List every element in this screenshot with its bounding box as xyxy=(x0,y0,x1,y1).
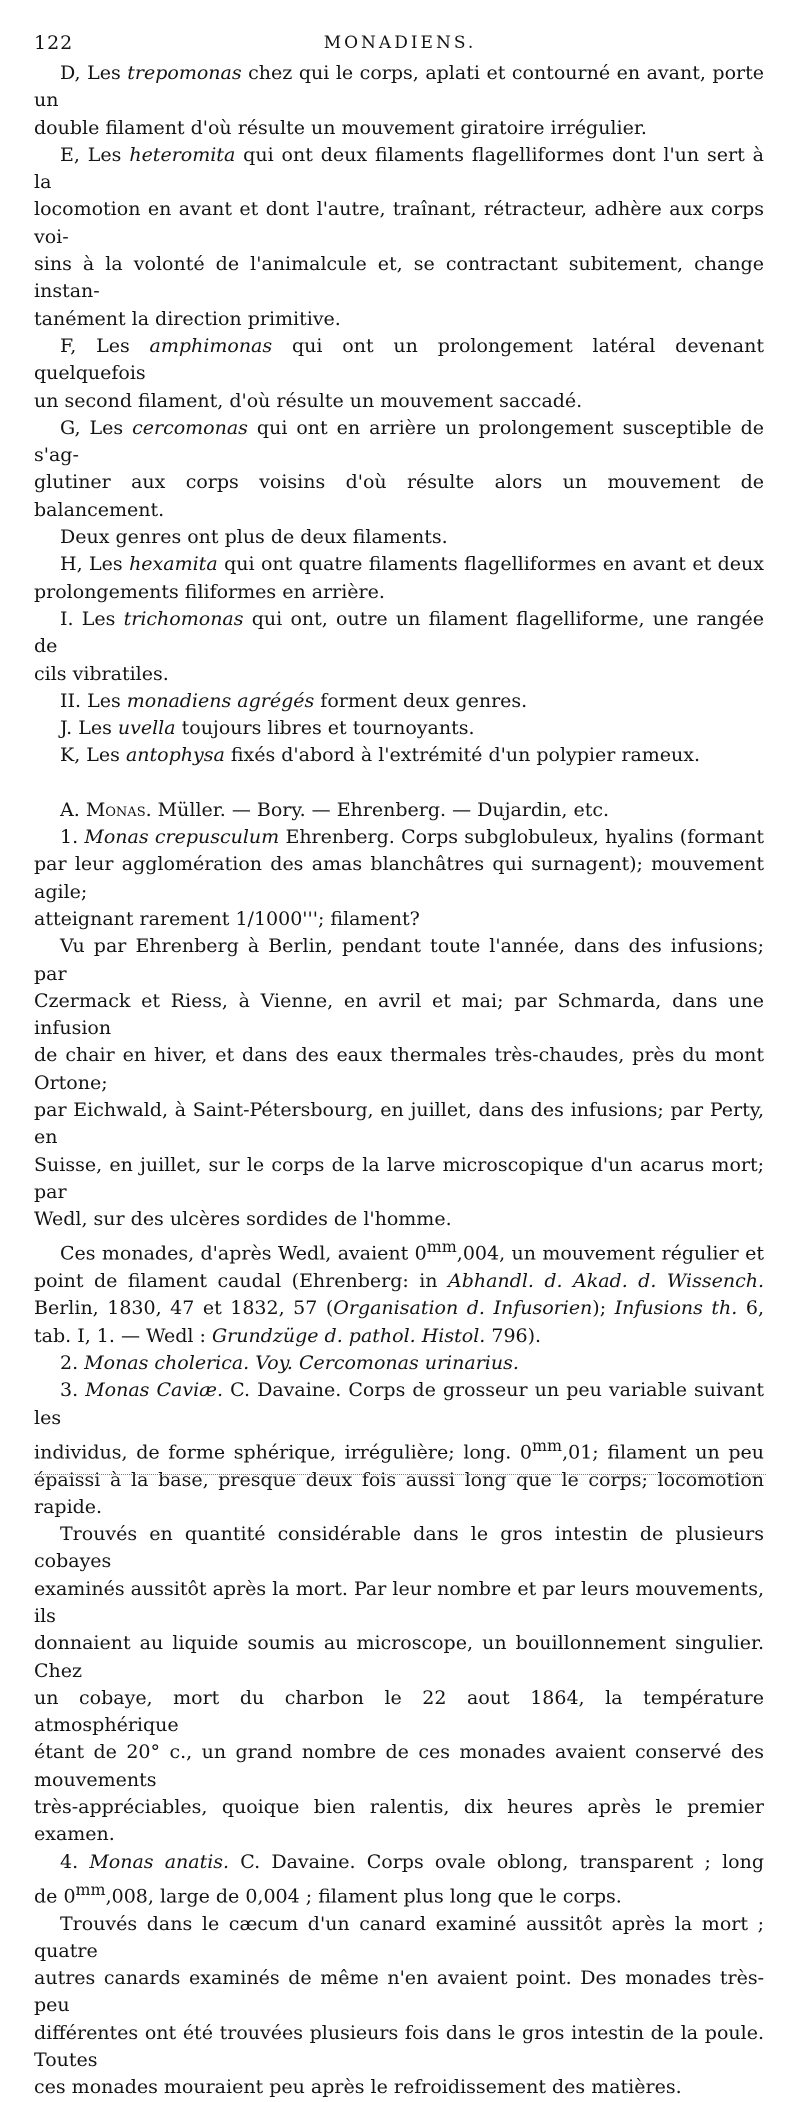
line-37: Trouvés en quantité considérable dans le gros intestin de plusieurs cobayes xyxy=(34,1523,764,1573)
line-25: de chair en hiver, et dans des eaux thermales très-chaudes, près du mont Ortone; xyxy=(34,1044,764,1094)
line-45: Trouvés dans le cæcum d'un canard examiné aussitôt après la mort ; quatre xyxy=(34,1912,764,1962)
line-38: examinés aussitôt après la mort. Par leur nombre et par leurs mouvements, ils xyxy=(34,1577,764,1627)
line-26: par Eichwald, à Saint-Pétersbourg, en juillet, dans des infusions; par Perty, en xyxy=(34,1098,764,1149)
page-number: 122 xyxy=(34,32,74,54)
line-36: épaissi à la base, presque deux fois aussi long que le corps; locomotion rapide. xyxy=(34,1468,764,1518)
line-20: 1. Monas crepusculum Ehrenberg. Corps subglobuleux, hyalins (formant xyxy=(60,826,764,849)
line-2: double filament d'où résulte un mouvement giratoire irrégulier. xyxy=(34,116,647,139)
line-34: 3. Monas Caviæ. C. Davaine. Corps de grosseur un peu variable suivant les xyxy=(34,1379,765,1429)
line-40: un cobaye, mort du charbon le 22 aout 1864, la température atmosphérique xyxy=(34,1686,764,1737)
line-14: I. Les trichomonas qui ont, outre un filament flagelliforme, une rangée de xyxy=(34,607,764,658)
line-11: Deux genres ont plus de deux filaments. xyxy=(60,526,448,549)
line-16: II. Les monadiens agrégés forment deux genres. xyxy=(60,689,528,712)
line-32: tab. I, 1. — Wedl : Grundzüge d. pathol. Histol. 796). xyxy=(34,1324,542,1347)
line-10: glutiner aux corps voisins d'où résulte alors un mouvement de balancement. xyxy=(34,471,764,521)
line-6: tanément la direction primitive. xyxy=(34,307,341,330)
line-1: D, Les trepomonas chez qui le corps, aplati et contourné en avant, porte un xyxy=(34,62,764,112)
page-header xyxy=(34,32,766,58)
line-5: sins à la volonté de l'animalcule et, se contractant subitement, change instan- xyxy=(34,253,764,303)
line-18: K, Les antophysa fixés d'abord à l'extrémité d'un polypier rameux. xyxy=(60,744,701,767)
running-title: MONADIENS. xyxy=(323,33,477,53)
line-22: atteignant rarement 1/1000'''; filament? xyxy=(34,907,420,930)
footer-dotted-rule xyxy=(34,1474,766,1475)
line-7: F, Les amphimonas qui ont un prolongement latéral devenant quelquefois xyxy=(34,334,764,385)
line-31: Berlin, 1830, 47 et 1832, 57 (Organisation d. Infusorien); Infusions th. 6, xyxy=(34,1297,764,1320)
line-24: Czermack et Riess, à Vienne, en avril et mai; par Schmarda, dans une infusion xyxy=(34,989,764,1040)
line-28: Wedl, sur des ulcères sordides de l'homme. xyxy=(34,1208,452,1231)
line-4: locomotion en avant et dont l'autre, traînant, rétracteur, adhère aux corps voi- xyxy=(34,198,764,248)
line-39: donnaient au liquide soumis au microscope, un bouillonnement singulier. Chez xyxy=(34,1632,764,1682)
line-19: A. Monas. Müller. — Bory. — Ehrenberg. — Dujardin, etc. xyxy=(60,798,610,821)
line-21: par leur agglomération des amas blanchâtres qui surnagent); mouvement agile; xyxy=(34,853,764,903)
line-17: J. Les uvella toujours libres et tournoyants. xyxy=(60,717,475,740)
line-8: un second filament, d'où résulte un mouvement saccadé. xyxy=(34,389,583,412)
line-23: Vu par Ehrenberg à Berlin, pendant toute l'année, dans des infusions; par xyxy=(34,935,764,985)
line-41: étant de 20° c., un grand nombre de ces monades avaient conservé des mouvements xyxy=(34,1741,764,1791)
line-35: individus, de forme sphérique, irrégulière; long. $0^{mm},01$; filament un peu xyxy=(34,1435,764,1464)
line-3: E, Les heteromita qui ont deux filaments flagelliformes dont l'un sert à la xyxy=(34,143,764,194)
line-9: G, Les cercomonas qui ont en arrière un prolongement susceptible de s'ag- xyxy=(34,416,764,467)
line-48: ces monades mouraient peu après le refroidissement des matières. xyxy=(34,2076,682,2099)
line-33: 2. Monas cholerica. Voy. Cercomonas urinarius. xyxy=(60,1351,519,1374)
line-44: de $0^{mm},008$, large de 0,004 ; filament plus long que le corps. xyxy=(34,1879,622,1908)
line-12: H, Les hexamita qui ont quatre filaments flagelliformes en avant et deux xyxy=(60,553,764,576)
page-body xyxy=(34,60,764,2102)
line-30: point de filament caudal (Ehrenberg: in Abhandl. d. Akad. d. Wissench. xyxy=(34,1270,764,1293)
line-27: Suisse, en juillet, sur le corps de la larve microscopique d'un acarus mort; par xyxy=(34,1153,764,1203)
line-46: autres canards examinés de même n'en avaient point. Des monades très-peu xyxy=(34,1967,764,2017)
line-42: très-appréciables, quoique bien ralentis, dix heures après le premier examen. xyxy=(34,1796,764,1846)
section-gap xyxy=(34,770,764,797)
line-43: 4. Monas anatis. C. Davaine. Corps ovale oblong, transparent ; long xyxy=(60,1850,764,1873)
line-29: Ces monades, d'après Wedl, avaient $0^{mm},004$, un mouvement régulier et xyxy=(60,1237,764,1265)
line-47: différentes ont été trouvées plusieurs fois dans le gros intestin de la poule. Toutes xyxy=(34,2021,764,2072)
line-13: prolongements filiformes en arrière. xyxy=(34,580,385,603)
line-15: cils vibratiles. xyxy=(34,662,169,685)
